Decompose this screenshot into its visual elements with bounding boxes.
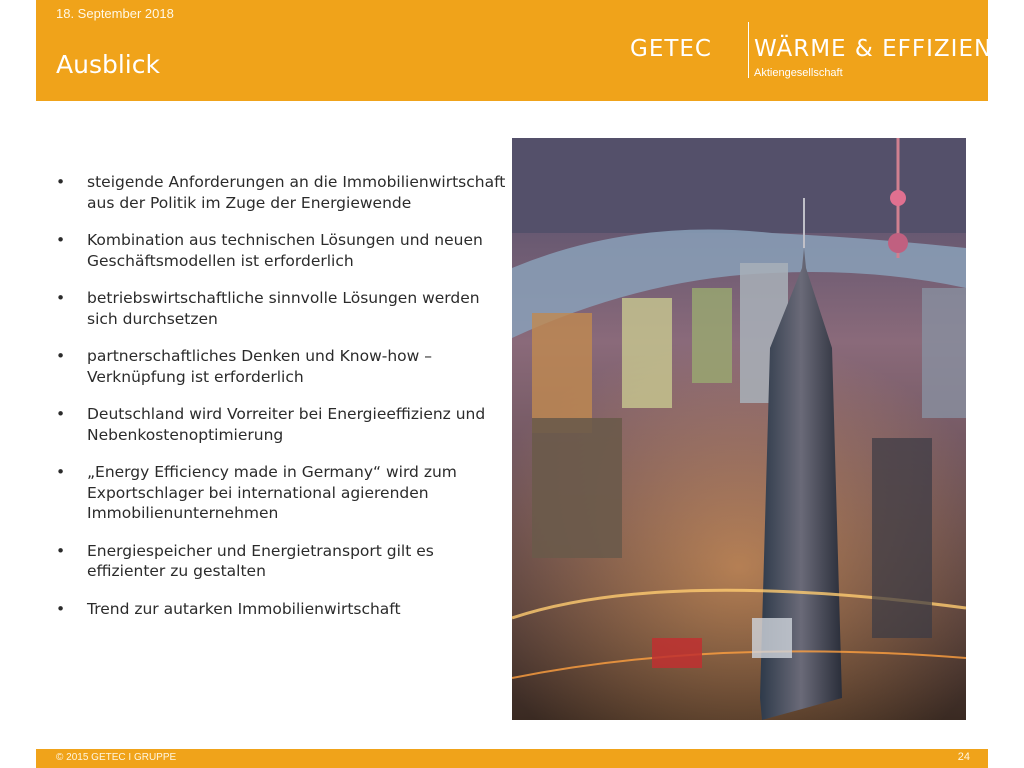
bullet-icon: •	[56, 405, 66, 423]
list-item	[56, 172, 506, 213]
logo-tagline-text: WÄRME & EFFIZIENZ	[754, 36, 1009, 62]
bullet-icon: •	[56, 463, 66, 481]
bullet-icon: •	[56, 289, 66, 307]
page-number: 24	[957, 751, 970, 763]
list-item-text: betriebswirtschaftliche sinnvolle Lösungen werden sich durchsetzen	[87, 289, 480, 328]
logo-divider	[748, 22, 749, 78]
city-skyline-photo	[512, 138, 966, 720]
list-item	[56, 599, 506, 620]
header-bar	[36, 0, 1009, 101]
bullet-icon: •	[56, 173, 66, 191]
bullet-icon: •	[56, 231, 66, 249]
list-item	[56, 288, 506, 329]
list-item	[56, 541, 506, 582]
list-item	[56, 346, 506, 387]
list-item-text: Energiespeicher und Energietransport gilt es effizienter zu gestalten	[87, 541, 434, 580]
list-item-text: steigende Anforderungen an die Immobilienwirtschaft aus der Politik im Zuge der Energiewende	[87, 173, 506, 212]
page-title: Ausblick	[56, 50, 160, 79]
getec-logo	[630, 22, 1009, 80]
bullet-icon: •	[56, 599, 66, 618]
bullet-list	[56, 172, 506, 636]
logo-getec-text: GETEC	[630, 36, 712, 62]
list-item	[56, 404, 506, 445]
date-label: 18. September 2018	[56, 6, 174, 21]
list-item-text: partnerschaftliches Denken und Know-how – Verknüpfung ist erforderlich	[87, 347, 433, 386]
bullet-icon: •	[56, 541, 66, 560]
list-item	[56, 230, 506, 271]
bullet-icon: •	[56, 347, 66, 365]
footer-bar	[36, 749, 988, 768]
list-item-text: Deutschland wird Vorreiter bei Energieeffizienz und Nebenkostenoptimierung	[87, 405, 486, 444]
list-item-text: „Energy Efficiency made in Germany“ wird zum Exportschlager bei international agierenden Immobilienunternehmen	[87, 463, 457, 522]
list-item-text: Trend zur autarken Immobilienwirtschaft	[87, 599, 401, 618]
list-item	[56, 462, 506, 524]
list-item-text: Kombination aus technischen Lösungen und neuen Geschäftsmodellen ist erforderlich	[87, 231, 483, 270]
copyright-text: © 2015 GETEC I GRUPPE	[56, 752, 177, 763]
logo-subtitle-text: Aktiengesellschaft	[754, 67, 843, 79]
